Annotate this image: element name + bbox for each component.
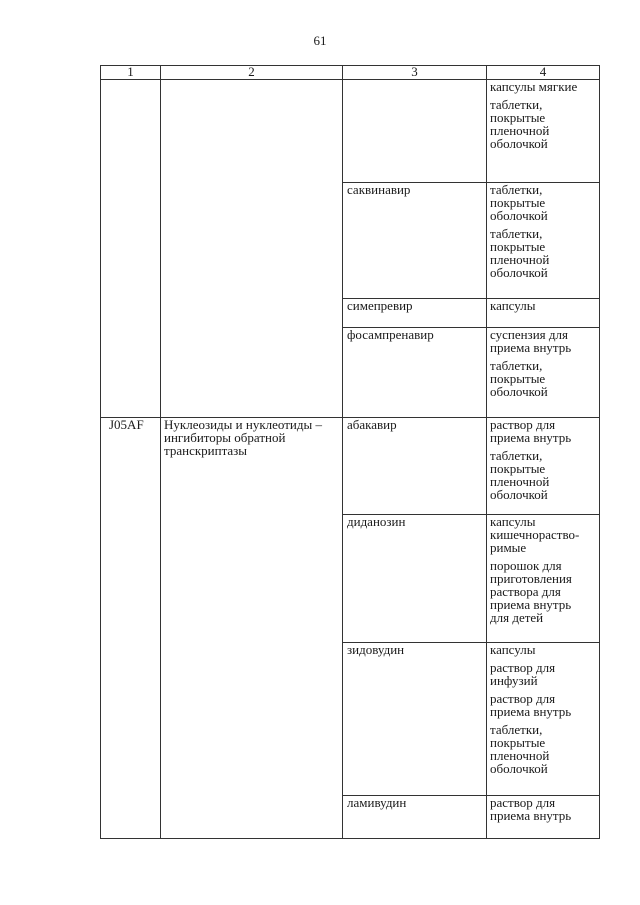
dosage-forms-cell (487, 328, 600, 418)
dosage-forms-cell (487, 643, 600, 796)
table-row (101, 80, 600, 183)
dosage-forms-cell (487, 515, 600, 643)
dosage-form: раствор для инфузий (490, 660, 556, 688)
dosage-forms-cell (487, 80, 600, 183)
dosage-forms-cell (487, 796, 600, 839)
drug-name: фосампренавир (343, 328, 487, 418)
dosage-form: капсулы (490, 642, 536, 657)
dosage-form: капсулы (490, 298, 536, 313)
dosage-forms-cell (487, 183, 600, 299)
dosage-form: капсулы кишечнораство- римые (490, 514, 580, 555)
page-number: 61 (313, 33, 327, 48)
column-number: 3 (343, 66, 487, 80)
drug-name: диданозин (343, 515, 487, 643)
dosage-form: таблетки, покрытые пленочной оболочкой (490, 97, 550, 151)
dosage-form: таблетки, покрытые оболочкой (490, 182, 548, 223)
dosage-form: таблетки, покрытые оболочкой (490, 358, 548, 399)
group-name (161, 418, 343, 839)
column-number: 4 (487, 66, 600, 80)
dosage-forms-cell (487, 299, 600, 328)
column-number: 1 (101, 66, 161, 80)
column-number: 2 (161, 66, 343, 80)
drug-name: саквинавир (343, 183, 487, 299)
dosage-form: таблетки, покрытые пленочной оболочкой (490, 722, 550, 776)
dosage-form: капсулы мягкие (490, 79, 578, 94)
dosage-forms-cell (487, 418, 600, 515)
group-name-text: Нуклеозиды и нуклеотиды – ингибиторы обратной транскриптазы (164, 417, 322, 458)
code-cell (101, 80, 161, 418)
column-number-row (101, 66, 600, 80)
dosage-form: раствор для приема внутрь (490, 795, 572, 823)
drug-name: абакавир (343, 418, 487, 515)
medicines-table (100, 65, 600, 839)
drug-name: ламивудин (343, 796, 487, 839)
drug-name: зидовудин (343, 643, 487, 796)
dosage-form: порошок для приготовления раствора для приема внутрь для детей (490, 558, 572, 625)
atc-code: J05AF (101, 418, 161, 839)
drug-name: симепревир (343, 299, 487, 328)
drug-name (343, 80, 487, 183)
dosage-form: раствор для приема внутрь (490, 691, 572, 719)
group-name-cell (161, 80, 343, 418)
dosage-form: суспензия для приема внутрь (490, 327, 572, 355)
table-row (101, 418, 600, 515)
dosage-form: таблетки, покрытые пленочной оболочкой (490, 448, 550, 502)
dosage-form: раствор для приема внутрь (490, 417, 572, 445)
dosage-form: таблетки, покрытые пленочной оболочкой (490, 226, 550, 280)
